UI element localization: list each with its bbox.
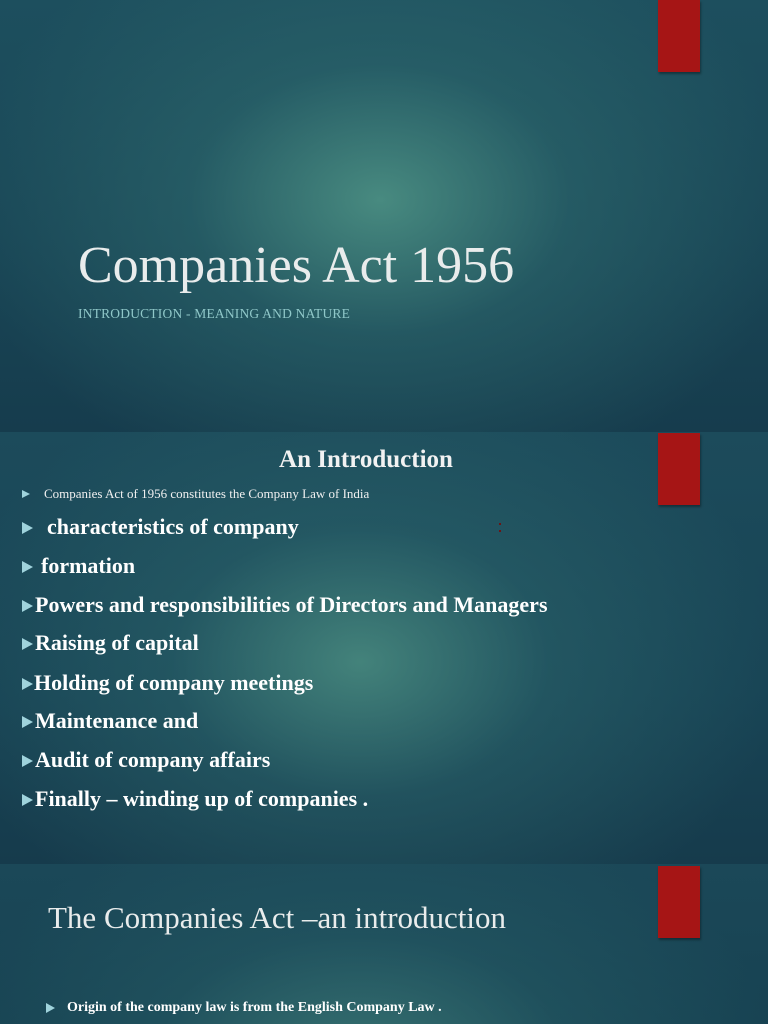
bullet-text: Holding of company meetings bbox=[34, 670, 314, 695]
bullet-triangle-icon bbox=[46, 1003, 55, 1013]
list-item bbox=[22, 630, 199, 656]
slide-heading: An Introduction bbox=[279, 446, 453, 473]
list-item bbox=[22, 786, 368, 812]
list-item bbox=[22, 553, 135, 579]
bullet-triangle-icon bbox=[22, 561, 33, 573]
list-item bbox=[22, 670, 313, 696]
intro-bullet bbox=[22, 486, 369, 502]
bullet-triangle-icon bbox=[22, 638, 33, 650]
slide-heading: The Companies Act –an introduction bbox=[48, 900, 507, 935]
bullet-triangle-icon bbox=[22, 716, 33, 728]
red-accent-tab bbox=[658, 0, 700, 72]
list-item bbox=[22, 708, 198, 734]
bullet-text: characteristics of company bbox=[47, 514, 299, 539]
bullet-triangle-icon bbox=[22, 755, 33, 767]
bullet-triangle-icon bbox=[22, 678, 33, 690]
bullet-triangle-icon bbox=[22, 522, 33, 534]
bullet-triangle-icon bbox=[22, 794, 33, 806]
slide-title bbox=[0, 0, 768, 432]
bullet-triangle-icon bbox=[22, 600, 33, 612]
list-item bbox=[22, 592, 548, 618]
bullet-text: Powers and responsibilities of Directors and Managers bbox=[35, 592, 548, 617]
bullet-text: Raising of capital bbox=[35, 630, 199, 655]
bullet-text: formation bbox=[41, 553, 136, 578]
bullet-text: Audit of company affairs bbox=[35, 747, 271, 772]
stray-dots bbox=[499, 521, 502, 535]
red-accent-tab bbox=[658, 866, 700, 938]
bullet-triangle-icon bbox=[22, 490, 30, 498]
list-item bbox=[46, 1000, 442, 1016]
list-item bbox=[22, 514, 299, 540]
slide-companies-act bbox=[0, 864, 768, 1024]
bullet-text: Maintenance and bbox=[35, 708, 199, 733]
bullet-text: Companies Act of 1956 constitutes the Company Law of India bbox=[44, 486, 370, 501]
list-item bbox=[22, 747, 270, 773]
bullet-text: Origin of the company law is from the English Company Law . bbox=[67, 1000, 442, 1015]
slide-title-heading: Companies Act 1956 bbox=[78, 237, 515, 294]
bullet-text: Finally – winding up of companies . bbox=[35, 786, 369, 811]
slide-subtitle: INTRODUCTION - MEANING AND NATURE bbox=[78, 306, 351, 321]
slide-introduction bbox=[0, 432, 768, 864]
